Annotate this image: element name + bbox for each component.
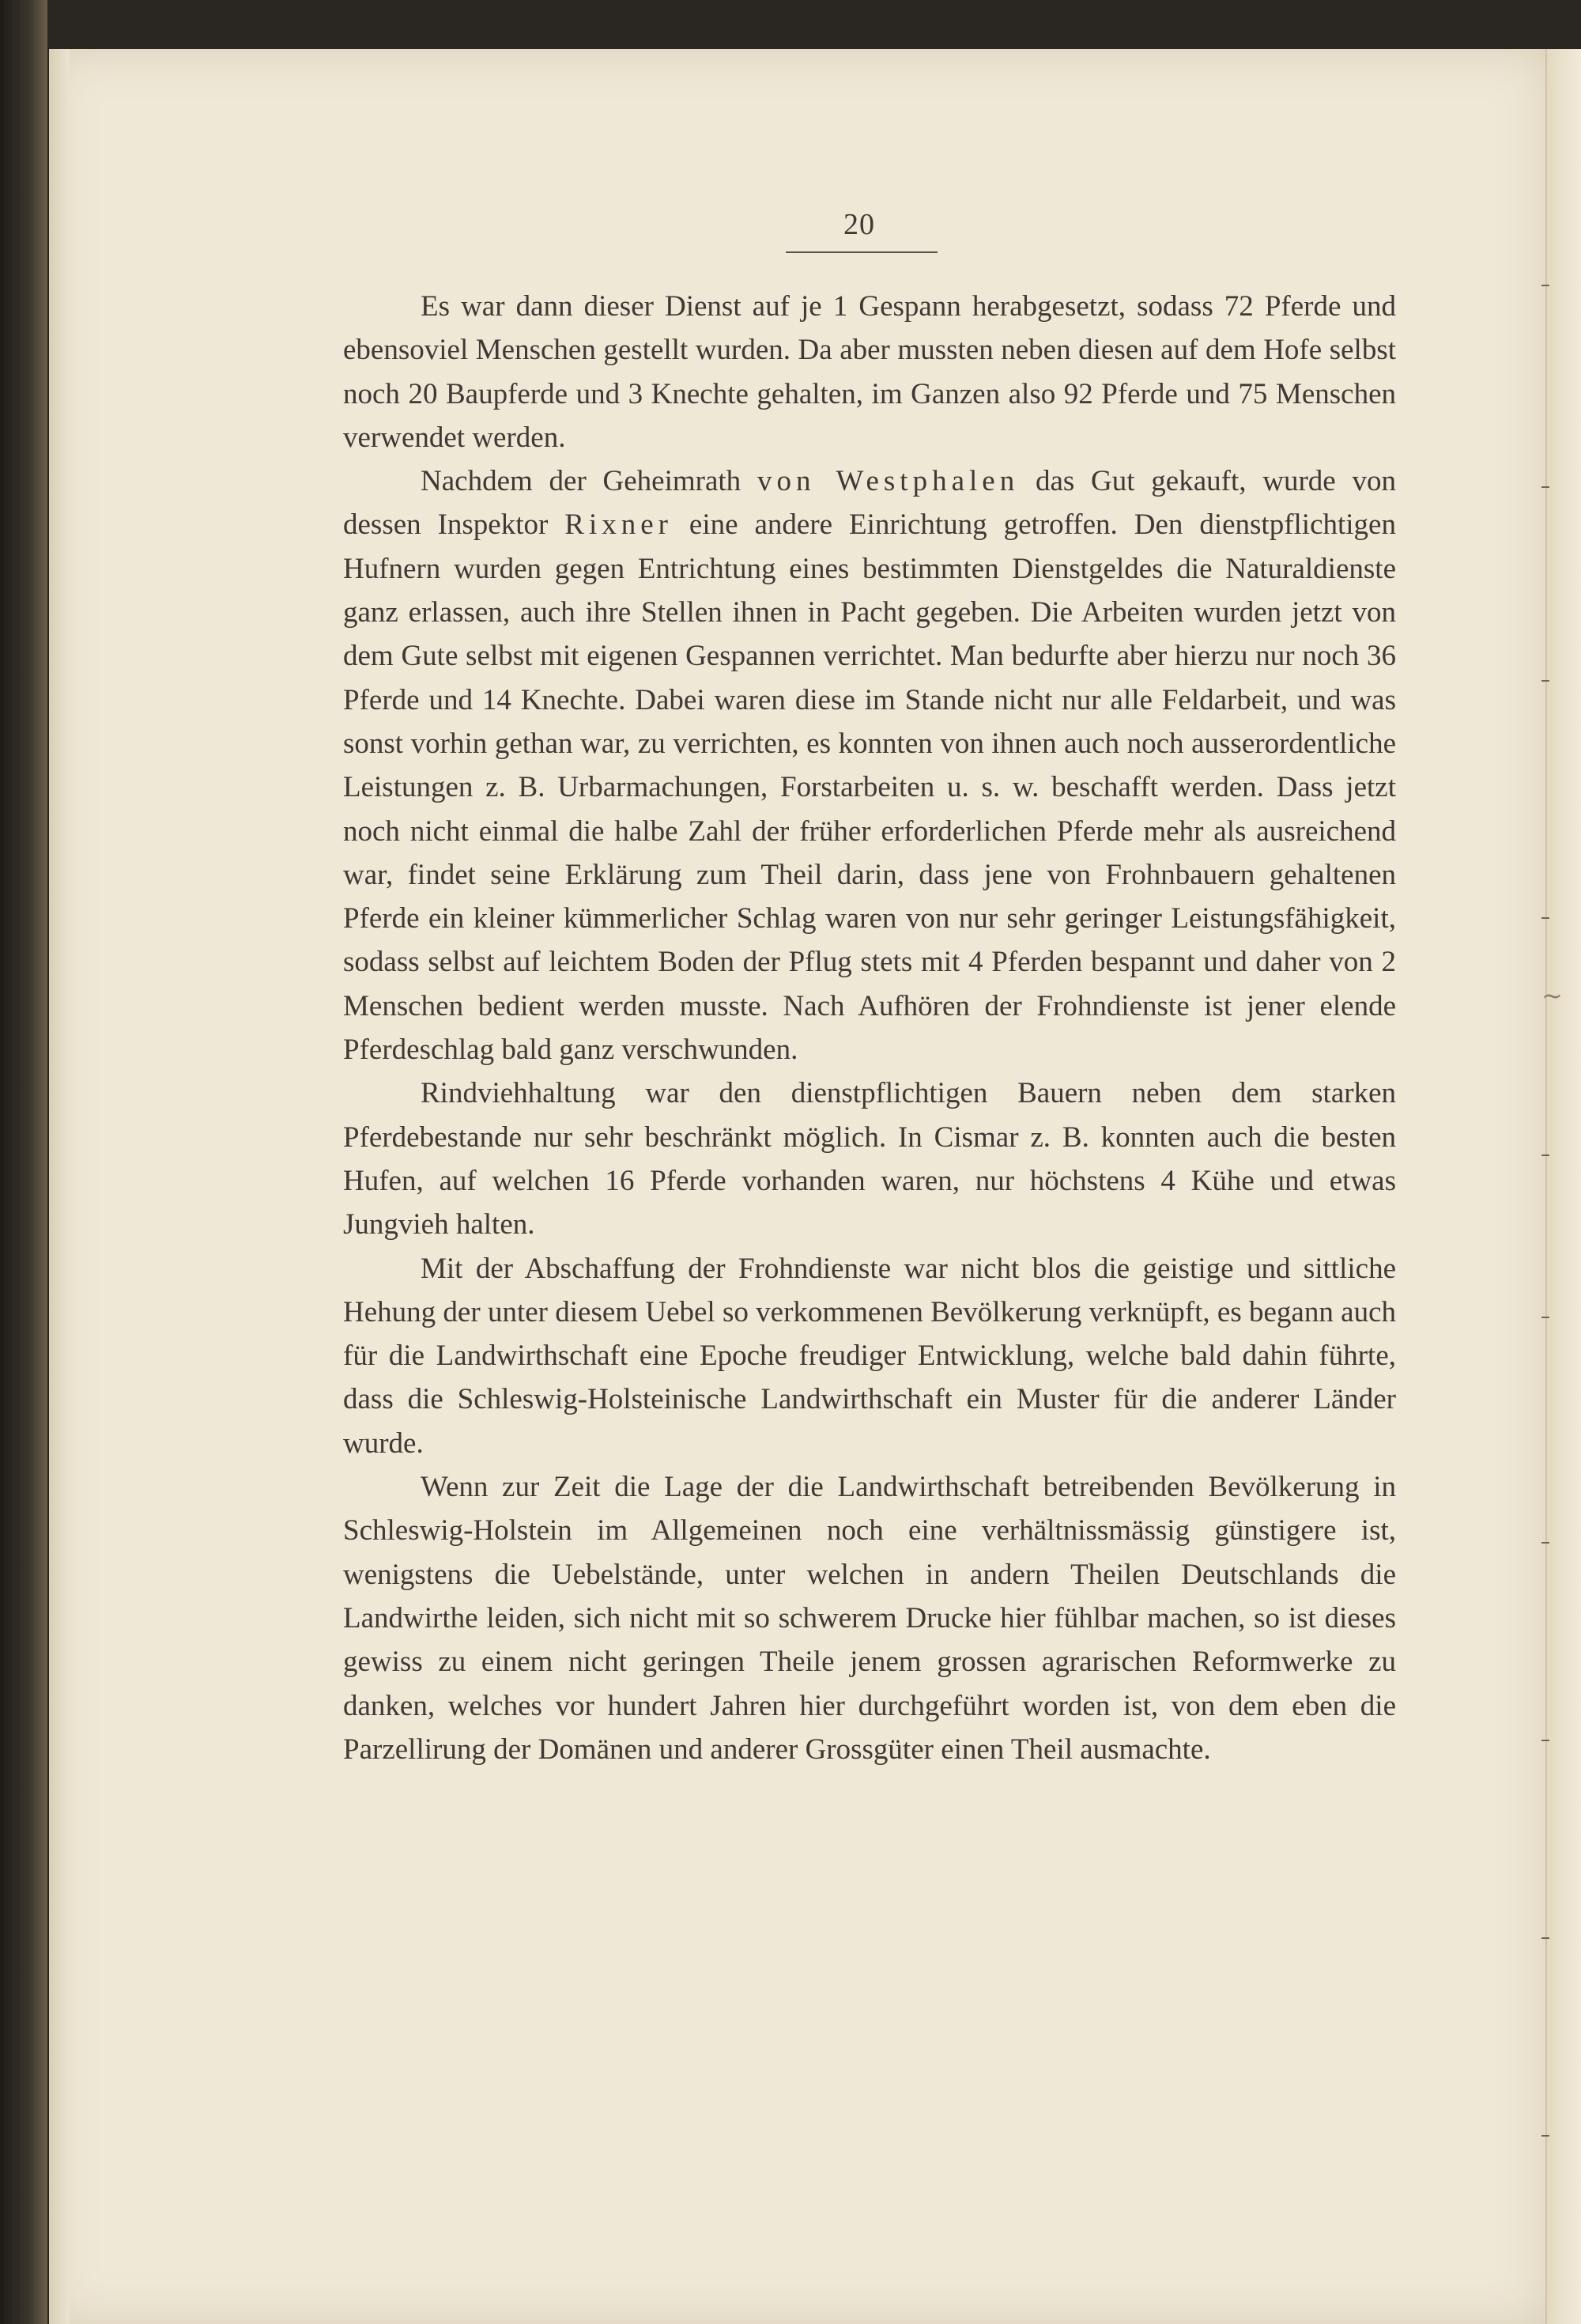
margin-ornament-icon: ~ (1541, 981, 1563, 1011)
paragraph-2 (343, 459, 1396, 1071)
margin-tick (1541, 1154, 1549, 1156)
paragraph-3: Rindviehhaltung war den dienstpflichtigen Bauern neben dem starken Pferdebestande nur sehr beschränkt möglich. In Cismar z. B. konnten auch die besten Hufen, auf welchen 16 Pferde vorhanden waren, nur höchstens 4 Kühe und etwas Jungvieh halten. (343, 1077, 1396, 1241)
page-number: 20 (843, 208, 875, 241)
paragraph-4: Mit der Abschaffung der Frohndienste war nicht blos die geistige und sittliche Hehung der unter diesem Uebel so verkommenen Bevölkerung verknüpft, es begann auch für die Landwirthschaft eine Epoche freudiger Entwicklung, welche bald dahin führte, dass die Schleswig-Holsteinische Landwirthschaft ein Muster für die anderer Länder wurde. (343, 1252, 1396, 1460)
margin-tick (1541, 680, 1549, 682)
margin-tick (1541, 1542, 1549, 1544)
paragraph-5: Wenn zur Zeit die Lage der die Landwirthschaft betreibenden Bevölkerung in Schleswig-Holstein im Allgemeinen noch eine verhältnissmässig günstigere ist, wenigstens die Uebelstände, unter welchen in andern Theilen Deutschlands die Landwirthe leiden, sich nicht mit so schwerem Drucke hier fühlbar machen, so ist dieses gewiss zu einem nicht geringen Theile jenem grossen agrarischen Reformwerke zu danken, welches vor hundert Jahren hier durchgeführt worden ist, von dem eben die Parzellirung der Domänen und anderer Grossgüter einen Theil ausmachte. (343, 1471, 1396, 1766)
scan-background-edge (0, 0, 47, 2324)
paragraph-1: Es war dann dieser Dienst auf je 1 Gespann herabgesetzt, sodass 72 Pferde und ebensoviel Menschen gestellt wurden. Da aber mussten neben diesen auf dem Hofe selbst noch 20 Baupferde und 3 Knechte gehalten, im Ganzen also 92 Pferde und 75 Menschen verwendet werden. (343, 290, 1396, 454)
margin-tick (1541, 917, 1549, 919)
page-spine-shadow (49, 49, 70, 2324)
name-rixner: Rixner (564, 508, 673, 542)
margin-tick (1541, 1317, 1549, 1318)
margin-tick (1541, 1937, 1549, 1939)
paragraph-2-part-3: eine andere Einrichtung getroffen. Den dienstpflichtigen Hufnern wurden gegen Entrichtung eines bestimmten Dienstgeldes die Naturaldienste ganz erlassen, auch ihre Stellen ihnen in Pacht gegeben. Die Arbeiten wurden jetzt von dem Gute selbst mit eigenen Gespannen verrichtet. Man bedurfte aber hierzu nur noch 36 Pferde und 14 Knechte. Dabei waren diese im Stande nicht nur alle Feldarbeit, und was sonst vorhin gethan war, zu verrichten, es konnten von ihnen auch noch ausserordentliche Leistungen z. B. Urbarmachungen, Forstarbeiten u. s. w. beschafft werden. Dass jetzt noch nicht einmal die halbe Zahl der früher erforderlichen Pferde mehr als ausreichend war, findet seine Erklärung zum Theil darin, dass jene von Frohnbauern gehaltenen Pferde ein kleiner kümmerlicher Schlag waren von nur sehr geringer Leistungsfähigkeit, sodass selbst auf leichtem Boden der Pflug stets mit 4 Pferden bespannt und daher von 2 Menschen bedient werden musste. Nach Aufhören der Frohndienste ist jener elende Pferdeschlag bald ganz verschwunden. (343, 508, 1396, 1067)
body-text (343, 285, 1396, 1771)
page-number-rule (786, 251, 938, 253)
paragraph-2-part-1: Nachdem der Geheimrath (421, 465, 757, 498)
name-westphalen: von Westphalen (757, 465, 1020, 498)
margin-tick (1541, 285, 1549, 286)
margin-tick (1541, 2135, 1549, 2137)
margin-tick (1541, 1740, 1549, 1741)
paragraph-2-part-2: das Gut gekauft, wurde von dessen Inspektor (343, 465, 1396, 542)
margin-tick (1541, 486, 1549, 488)
facing-page-edge (1545, 49, 1581, 2324)
